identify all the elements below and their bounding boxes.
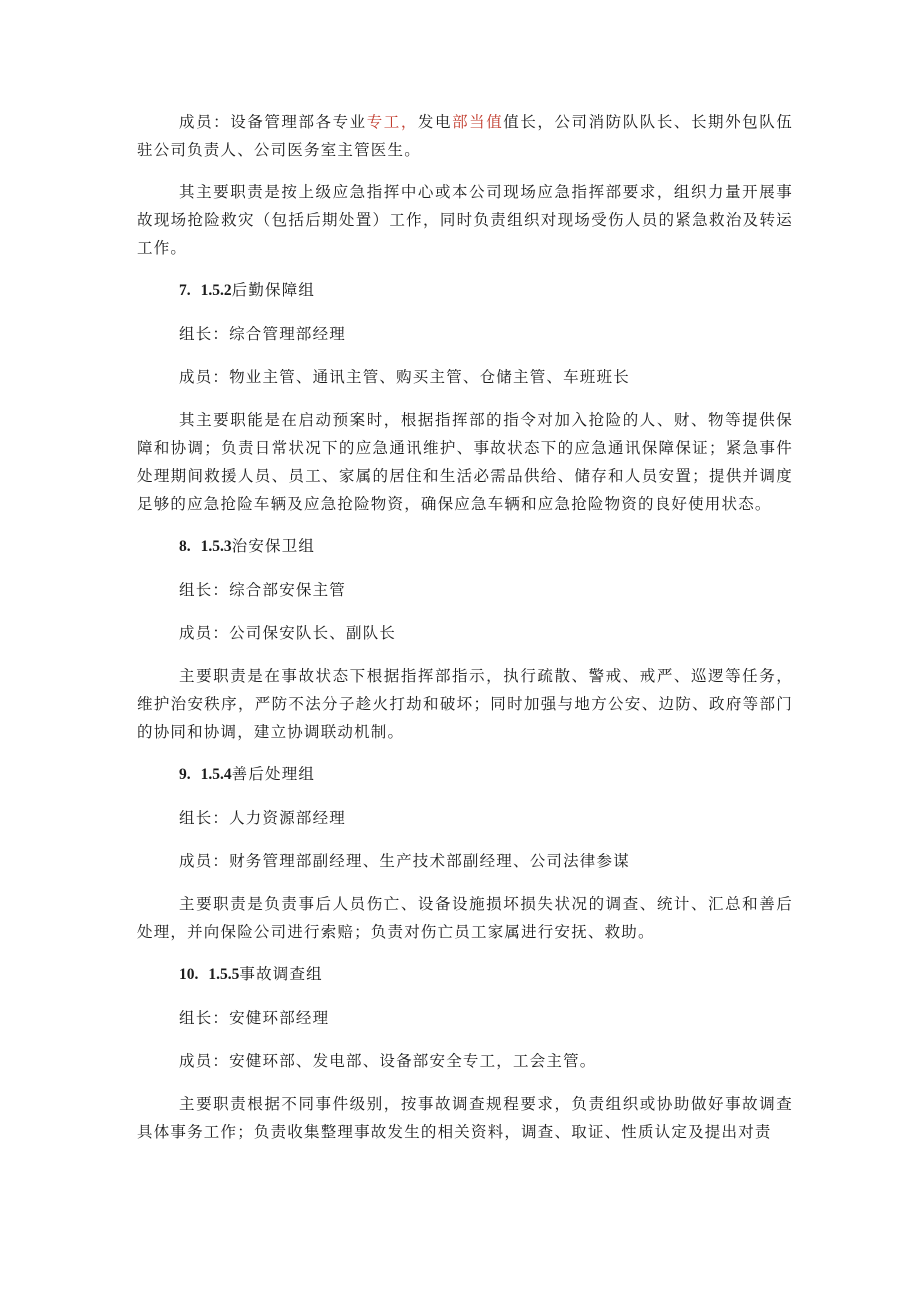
heading-title: 善后处理组 — [231, 765, 316, 783]
heading-section-number: 1.5.5 — [208, 966, 240, 983]
heading-section-number: 1.5.2 — [200, 282, 232, 299]
heading-number: 7. — [179, 282, 191, 299]
duties-paragraph-security: 主要职责是在事故状态下根据指挥部指示，执行疏散、警戒、戒严、巡逻等任务，维护治安秩序，严防不法分子趁火打劫和破坏；同时加强与地方公安、边防、政府等部门的协同和协调，建立协调联动机制。 — [137, 667, 793, 741]
highlight-text: 部当值 — [452, 113, 504, 131]
section-heading-investigation — [137, 960, 793, 989]
members-text-end: 值长，公司消防队队长、长期外包队伍驻公司负责人、公司医务室主管医生。 — [137, 113, 794, 159]
heading-title: 事故调查组 — [239, 965, 323, 983]
leader-line-aftermath: 组长：人力资源部经理 — [179, 809, 347, 827]
members-line-investigation: 成员：安健环部、发电部、设备部安全专工，工会主管。 — [179, 1052, 597, 1070]
section-heading-logistics — [137, 276, 793, 305]
heading-number: 9. — [179, 766, 191, 783]
members-text-start: 成员：设备管理部各专业 — [179, 113, 367, 131]
duties-paragraph-investigation: 主要职责根据不同事件级别，按事故调查规程要求，负责组织或协助做好事故调查具体事务工作；负责收集整理事故发生的相关资料，调查、取证、性质认定及提出对责 — [137, 1095, 793, 1141]
leader-line-security: 组长：综合部安保主管 — [179, 581, 347, 599]
members-paragraph-rescue — [137, 108, 793, 164]
members-text-mid: 发电 — [417, 113, 453, 131]
heading-section-number: 1.5.4 — [200, 766, 232, 783]
heading-title: 治安保卫组 — [231, 537, 316, 555]
members-line-aftermath: 成员：财务管理部副经理、生产技术部副经理、公司法律参谋 — [179, 852, 630, 870]
heading-number: 10. — [179, 966, 199, 983]
section-heading-security — [137, 532, 793, 561]
members-line-logistics: 成员：物业主管、通讯主管、购买主管、仓储主管、车班班长 — [179, 368, 630, 386]
duties-paragraph-aftermath: 主要职责是负责事后人员伤亡、设备设施损坏损失状况的调查、统计、汇总和善后处理，并向保险公司进行索赔；负责对伤亡员工家属进行安抚、救助。 — [137, 895, 793, 941]
leader-line-logistics: 组长：综合管理部经理 — [179, 325, 347, 343]
heading-title: 后勤保障组 — [231, 281, 316, 299]
duties-paragraph-rescue: 其主要职责是按上级应急指挥中心或本公司现场应急指挥部要求，组织力量开展事故现场抢险救灾（包括后期处置）工作，同时负责组织对现场受伤人员的紧急救治及转运工作。 — [137, 183, 793, 257]
highlight-text: 专工， — [366, 113, 418, 131]
heading-section-number: 1.5.3 — [200, 538, 232, 555]
members-line-security: 成员：公司保安队长、副队长 — [179, 624, 397, 642]
heading-number: 8. — [179, 538, 191, 555]
duties-paragraph-logistics: 其主要职能是在启动预案时，根据指挥部的指令对加入抢险的人、财、物等提供保障和协调；负责日常状况下的应急通讯维护、事故状态下的应急通讯保障保证；紧急事件处理期间救援人员、员工、家属的居住和生活必需品供给、储存和人员安置；提供并调度足够的应急抢险车辆及应急抢险物资，确保应急车辆和应急抢险物资的良好使用状态。 — [137, 411, 793, 513]
document-body — [137, 108, 793, 1160]
section-heading-aftermath — [137, 760, 793, 789]
leader-line-investigation: 组长：安健环部经理 — [179, 1009, 330, 1027]
